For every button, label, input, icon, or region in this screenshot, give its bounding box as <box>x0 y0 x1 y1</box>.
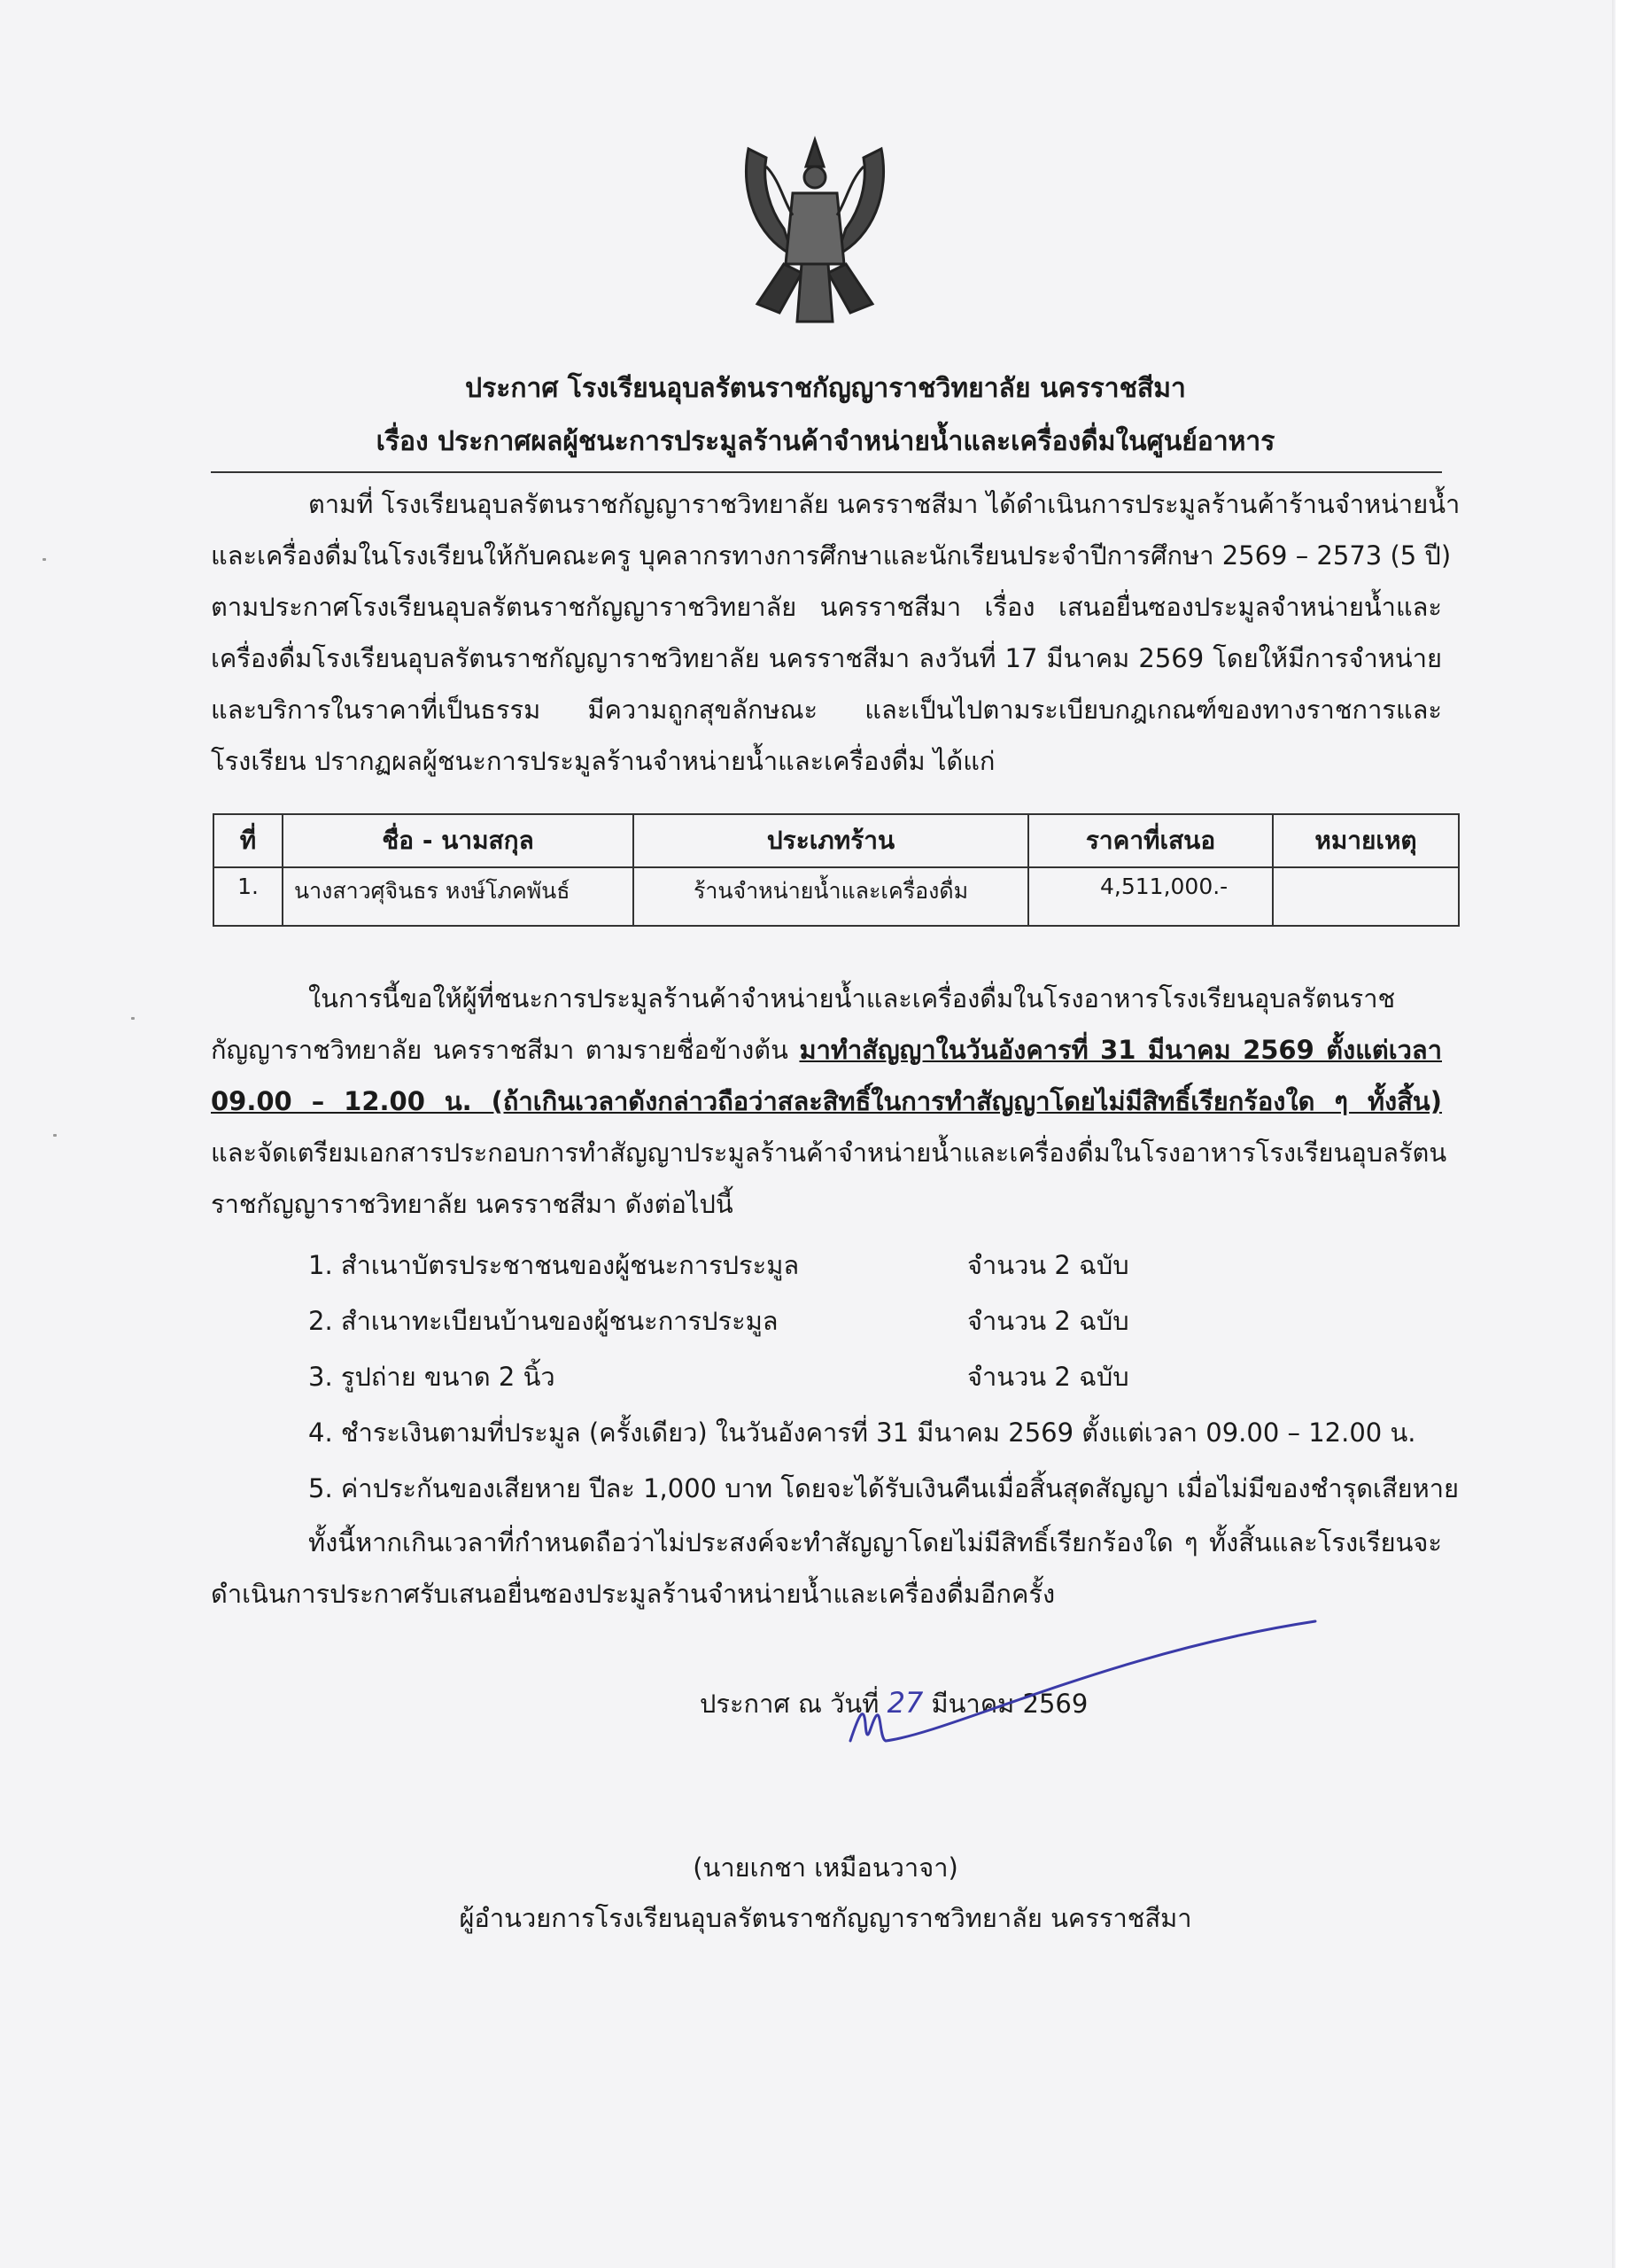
signer-name: (นายเกชา เหมือนวาจา) <box>693 1852 958 1883</box>
handwritten-signature <box>846 1617 1324 1776</box>
list-item: 2. สำเนาทะเบียนบ้านของผู้ชนะการประมูล <box>308 1306 779 1336</box>
col-header-price: ราคาที่เสนอ <box>1028 814 1273 867</box>
col-header-remark: หมายเหตุ <box>1273 814 1459 867</box>
announcement-subject: เรื่อง ประกาศผลผู้ชนะการประมูลร้านค้าจำหน่ายน้ำและเครื่องดื่มในศูนย์อาหาร <box>376 426 1275 457</box>
col-header-no: ที่ <box>213 814 283 867</box>
table-row <box>213 867 1459 926</box>
intro-line: และเครื่องดื่มในโรงเรียนให้กับคณะครู บุคลากรทางการศึกษาและนักเรียนประจำปีการศึกษา 2569 – 2573 (5 ปี) <box>211 540 1452 571</box>
document-quantity: จำนวน 2 ฉบับ <box>967 1306 1129 1336</box>
col-header-shop-type: ประเภทร้าน <box>633 814 1028 867</box>
closing-line: ดำเนินการประกาศรับเสนอยื่นซองประมูลร้านจำหน่ายน้ำและเครื่องดื่มอีกครั้ง <box>211 1579 1056 1609</box>
winners-table <box>213 813 1460 927</box>
intro-line: โรงเรียน ปรากฏผลผู้ชนะการประมูลร้านจำหน่ายน้ำและเครื่องดื่ม ได้แก่ <box>211 746 996 776</box>
document-quantity: จำนวน 2 ฉบับ <box>967 1250 1129 1280</box>
list-item: 5. ค่าประกันของเสียหาย ปีละ 1,000 บาท โดยจะได้รับเงินคืนเมื่อสิ้นสุดสัญญา เมื่อไม่มีของชำรุดเสียหาย <box>308 1473 1460 1503</box>
garuda-emblem-icon <box>731 131 899 330</box>
intro-line: และบริการในราคาที่เป็นธรรม มีความถูกสุขลักษณะ และเป็นไปตามระเบียบกฎเกณฑ์ของทางราชการและ <box>211 695 1442 725</box>
date-prefix: ประกาศ ณ วันที่ <box>700 1689 880 1719</box>
list-item: 4. ชำระเงินตามที่ประมูล (ครั้งเดียว) ในวันอังคารที่ 31 มีนาคม 2569 ตั้งแต่เวลา 09.00 – 12.00 น. <box>308 1418 1416 1448</box>
announcement-title: ประกาศ โรงเรียนอุบลรัตนราชกัญญาราชวิทยาลัย นครราชสีมา <box>465 373 1186 404</box>
contract-time-emphasis: 09.00 – 12.00 น. (ถ้าเกินเวลาดังกล่าวถือว่าสละสิทธิ์ในการทำสัญญาโดยไม่มีสิทธิ์เรียกร้องใด ๆ ทั้งสิ้น) <box>211 1086 1442 1116</box>
list-item: 3. รูปถ่าย ขนาด 2 นิ้ว <box>308 1362 555 1392</box>
instructions-line <box>211 1024 1442 1076</box>
closing-line: ทั้งนี้หากเกินเวลาที่กำหนดถือว่าไม่ประสงค์จะทำสัญญาโดยไม่มีสิทธิ์เรียกร้องใด ๆ ทั้งสิ้นและโรงเรียนจะ <box>308 1527 1442 1557</box>
col-header-name: ชื่อ - นามสกุล <box>283 814 633 867</box>
table-header-row <box>213 814 1459 867</box>
instructions-line: ในการนี้ขอให้ผู้ที่ชนะการประมูลร้านค้าจำหน่ายน้ำและเครื่องดื่มในโรงอาหารโรงเรียนอุบลรัตนราช <box>308 983 1396 1014</box>
contract-date-emphasis: มาทำสัญญาในวันอังคารที่ 31 มีนาคม 2569 ตั้งแต่เวลา <box>799 1035 1442 1065</box>
handwritten-day: 27 <box>887 1686 924 1720</box>
cell-no: 1. <box>213 867 283 926</box>
instructions-paragraph <box>211 973 1447 1230</box>
list-item: 1. สำเนาบัตรประชาชนของผู้ชนะการประมูล <box>308 1250 800 1280</box>
intro-line: ตามที่ โรงเรียนอุบลรัตนราชกัญญาราชวิทยาลัย นครราชสีมา ได้ดำเนินการประมูลร้านค้าร้านจำหน่ายน้ำ <box>308 489 1461 519</box>
cell-remark <box>1273 867 1459 926</box>
signer-title: ผู้อำนวยการโรงเรียนอุบลรัตนราชกัญญาราชวิทยาลัย นครราชสีมา <box>459 1903 1192 1933</box>
cell-shop-type: ร้านจำหน่ายน้ำและเครื่องดื่ม <box>633 867 1028 926</box>
scan-speck <box>53 1134 57 1137</box>
intro-line: เครื่องดื่มโรงเรียนอุบลรัตนราชกัญญาราชวิทยาลัย นครราชสีมา ลงวันที่ 17 มีนาคม 2569 โดยให้มีการจำหน่าย <box>211 643 1442 673</box>
intro-line: ตามประกาศโรงเรียนอุบลรัตนราชกัญญาราชวิทยาลัย นครราชสีมา เรื่อง เสนอยื่นซองประมูลจำหน่ายน้ำและ <box>211 592 1442 622</box>
document-quantity: จำนวน 2 ฉบับ <box>967 1362 1129 1392</box>
instructions-line: และจัดเตรียมเอกสารประกอบการทำสัญญาประมูลร้านค้าจำหน่ายน้ำและเครื่องดื่มในโรงอาหารโรงเรียนอุบลรัตน <box>211 1138 1447 1168</box>
intro-paragraph <box>211 478 1461 787</box>
instructions-text: กัญญาราชวิทยาลัย นครราชสีมา ตามรายชื่อข้างต้น <box>211 1035 800 1065</box>
closing-paragraph <box>211 1517 1442 1619</box>
instructions-line: ราชกัญญาราชวิทยาลัย นครราชสีมา ดังต่อไปนี้ <box>211 1189 733 1219</box>
scan-speck <box>131 1017 135 1020</box>
cell-price: 4,511,000.- <box>1028 867 1273 926</box>
scan-speck <box>43 558 46 561</box>
date-suffix: มีนาคม 2569 <box>931 1689 1089 1719</box>
cell-name: นางสาวศุจินธร หงษ์โภคพันธ์ <box>283 867 633 926</box>
header-divider <box>211 471 1442 473</box>
